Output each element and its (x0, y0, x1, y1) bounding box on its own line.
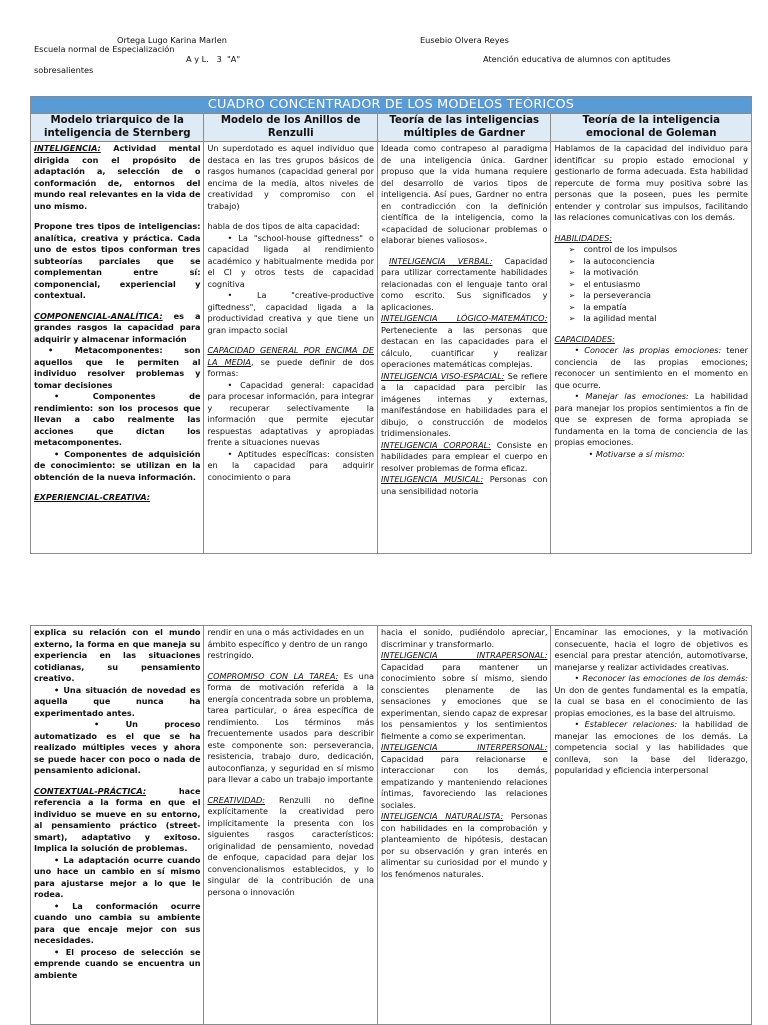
definition-text: , se puede definir de dos formas: (207, 356, 374, 378)
list-item (568, 302, 748, 314)
arrow-bullet-icon: ➢ (568, 279, 576, 289)
bullet-item: • La "school-house giftedness" o capacidad ligada al rendimiento académico y habitualmente medida por el CI y otros tests de capacidad cognitiva (207, 232, 374, 289)
gardner-cell (377, 142, 550, 554)
definition-text: hace referencia a la forma en que el individuo se mueve en su entorno, al pensamiento práctico (street-smart), adaptativo y exitoso. Implica la solución de problemas. (34, 785, 201, 853)
author-name-2: Eusebio Olvera Reyes (420, 35, 509, 45)
capacity-label: • Manejar las emociones: (574, 391, 689, 401)
subject-label: Atención educativa de alumnos con aptitudes (483, 54, 671, 64)
definition-text: Capacidad para relacionarse e interaccionar con los demás, empatizando y manteniendo relaciones íntimas, favoreciendo las relaciones sociales. (380, 753, 548, 810)
bullet-item: • Metacomponentes: son aquellos que le permiten al individuo resolver problemas y tomar decisiones (34, 345, 201, 390)
capacity-label: • Reconocer las emociones de los demás: (574, 673, 748, 683)
habilidades-list (554, 244, 748, 325)
term-contextual: CONTEXTUAL-PRÁCTICA: (34, 785, 147, 796)
capacity-label: • Establecer relaciones: (574, 719, 678, 729)
definition-text: Actividad mental dirigida con el propósito de adaptación a, selección de o conformación de, entornos del mundo real relevantes en la vida de uno mismo. (34, 143, 201, 211)
column-header-goleman: Teoría de la inteligencia emocional de Goleman (551, 114, 752, 142)
paragraph: Propone tres tipos de inteligencias: analítica, creativa y práctica. Cada uno de estos tipos conforman tres subteorías parciales que se complementan entre sí: componencial, experiencial y contextual. (34, 221, 201, 300)
goleman-cell (551, 142, 752, 554)
term-verbal: INTELIGENCIA VERBAL: (388, 255, 493, 266)
school-name: Escuela normal de Especialización (34, 44, 175, 54)
term-viso-espacial: INTELIGENCIA VISO-ESPACIAL: (380, 370, 505, 381)
term-compromiso: COMPROMISO CON LA TAREA: (207, 670, 339, 681)
table-title: CUADRO CONCENTRADOR DE LOS MODELOS TEÓRICOS (31, 97, 752, 114)
definition-text: La habilidad para manejar los propios sentimientos a fin de que se expresen de forma apropiada se fundamenta en la toma de conciencia de las propias emociones. (554, 391, 748, 447)
sternberg-cell-continued (31, 626, 204, 1025)
paragraph: Hablamos de la capacidad del individuo para identificar su propio estado emocional y gestionarlo de forma adecuada. Esta habilidad repercute de forma muy positiva sobre las personas que la poseen, pues les permite entender y controlar sus impulsos, facilitando las relaciones comunicativas con los demás. (554, 143, 748, 222)
list-item-text: el entusiasmo (583, 278, 641, 289)
term-creatividad: CREATIVIDAD: (207, 794, 266, 805)
bullet-item: • Un proceso automatizado es el que se ha realizado múltiples veces y ahora se puede hacer con poco o nada de pensamiento adicional. (34, 719, 201, 775)
column-header-sternberg: Modelo triarquico de la inteligencia de Sternberg (31, 114, 204, 142)
definition-text: tener conciencia de las propias emociones; reconocer un sentimiento en el momento en que ocurre. (554, 345, 748, 390)
term-capacidad-general: CAPACIDAD GENERAL POR ENCIMA DE LA MEDIA (207, 345, 374, 367)
arrow-bullet-icon: ➢ (568, 291, 576, 300)
bullet-item: • Componentes de rendimiento: son los procesos que llevan a cabo realmente las acciones que dictan los metacomponentes. (34, 391, 201, 447)
definition-text: Se refiere a la capacidad para percibir las imágenes internas y externas, manifestándose en habilidades para el dibujo, o construcción de modelos tridimensionales. (380, 370, 548, 438)
list-item (568, 267, 748, 279)
list-item-text: la autoconciencia (583, 255, 655, 266)
bullet-item: • La "creative-productive giftedness", capacidad ligada a la productividad creativa y que tiene un gran impacto social (207, 290, 374, 335)
list-item-text: la perseverancia (583, 290, 651, 300)
list-item-text: la agilidad mental (583, 313, 657, 323)
capacity-label: • Motivarse a sí mismo: (588, 448, 685, 459)
definition-text: la habilidad de manejar las emociones de los demás. La competencia social y las habilidades que conlleva, son la base del liderazgo, popularidad y eficiencia interpersonal (554, 719, 748, 775)
renzulli-cell (204, 142, 377, 554)
definition-text: es a grandes rasgos la capacidad para adquirir y almacenar información (34, 310, 201, 344)
bullet-item: • La adaptación ocurre cuando uno hace un cambio en sí mismo para ajustarse mejor a lo que le rodea. (34, 854, 201, 899)
definition-text: Consiste en habilidades para emplear el cuerpo en resolver problemas de forma eficaz. (380, 439, 548, 473)
paragraph: rendir en una o más actividades en un ámbito específico y dentro de un rango restringido. (207, 627, 368, 660)
definition-text: Personas con una sensibilidad notoria (380, 474, 548, 496)
arrow-bullet-icon: ➢ (568, 268, 576, 277)
arrow-bullet-icon: ➢ (568, 256, 576, 266)
sternberg-cell (31, 142, 204, 554)
paragraph: habla de dos tipos de alta capacidad: (207, 221, 360, 231)
bullet-item: • La conformación ocurre cuando uno cambia su ambiente para que encaje mejor con sus necesidades. (34, 900, 201, 945)
list-item-text: la motivación (583, 267, 639, 277)
definition-text: Personas con habilidades en la comprobación y planteamiento de hipótesis, destacan por su observación y gran interés en alimentar su curiosidad por el mundo y los fenómenos naturales. (380, 811, 548, 879)
term-musical: INTELIGENCIA MUSICAL: (380, 474, 484, 484)
arrow-bullet-icon: ➢ (568, 314, 576, 323)
list-item (568, 279, 748, 291)
paragraph: Encaminar las emociones, y la motivación consecuente, hacia el logro de objetivos es esencial para prestar atención, automotivarse, manejarse y realizar actividades creativas. (554, 627, 748, 672)
list-item-text: control de los impulsos (583, 244, 678, 254)
term-capacidades: CAPACIDADES: (554, 333, 615, 344)
list-item (568, 313, 748, 325)
paragraph: Un superdotado es aquel individuo que destaca en las tres grupos básicos de rasgos humanos (capacidad general por encima de la media, altos niveles de creatividad y compromiso con el trabajo) (207, 143, 374, 211)
list-item (568, 256, 748, 268)
column-header-renzulli: Modelo de los Anillos de Renzulli (204, 114, 377, 142)
definition-text: Capacidad para mantener un conocimiento sobre sí mismo, siendo conscientes plenamente de las sensaciones y emociones que se experimentan, siendo capaz de expresar los pensamientos y los sentimientos fielmente a como se experimentan. (380, 661, 548, 741)
term-habilidades: HABILIDADES: (554, 232, 613, 243)
arrow-bullet-icon: ➢ (568, 245, 576, 254)
definition-text: Renzulli no define explícitamente la creatividad pero implícitamente la presenta con los siguientes rasgos característicos: originalidad de pensamiento, novedad de enfoque, capacidad para dejar los convencionalismos establecidos, y lo singular de la contribución de una persona o innovación (207, 794, 374, 897)
definition-text: Un don de gentes fundamental es la empatía, la cual se basa en el conocimiento de las propias emociones, es la base del altruismo. (554, 684, 748, 718)
models-table-page1 (30, 96, 752, 554)
gardner-cell-continued (377, 626, 550, 1025)
column-header-gardner: Teoría de las inteligencias múltiples de Gardner (377, 114, 550, 142)
bullet-item: • Componentes de adquisición de conocimiento: se utilizan en la obtención de la nueva información. (34, 448, 201, 482)
bullet-item: • Una situación de novedad es aquella que nunca ha experimentado antes. (34, 684, 201, 718)
bullet-item: • Capacidad general: capacidad para procesar información, para integrar y recuperar selectivamente la información que permite ejecutar respuestas adaptativas y apropiadas frente a situaciones nuevas (207, 379, 374, 447)
term-corporal: INTELIGENCIA CORPORAL: (380, 439, 491, 450)
term-interpersonal: INTELIGENCIA INTERPERSONAL: (380, 742, 548, 752)
term-componencial: COMPONENCIAL-ANALÍTICA: (34, 310, 163, 321)
paragraph: hacia el sonido, pudiéndolo apreciar, discriminar y transformarlo. (380, 627, 548, 649)
term-naturalista: INTELIGENCIA NATURALISTA: (380, 811, 504, 821)
goleman-cell-continued (551, 626, 752, 1025)
paragraph: explica su relación con el mundo externo, la forma en que maneja su experiencia en las situaciones cotidianas, su pensamiento creativo. (34, 627, 201, 683)
group-label: A y L. 3 "A" (186, 54, 241, 64)
arrow-bullet-icon: ➢ (568, 302, 576, 312)
definition-text: Capacidad para utilizar correctamente habilidades relacionadas con el lenguaje tanto oral como escrito. Sus significados y aplicaciones. (380, 255, 548, 312)
term-experiencial: EXPERIENCIAL-CREATIVA: (34, 492, 151, 502)
paragraph: Ideada como contrapeso al paradigma de una inteligencia única. Gardner propuso que la vida humana requiere del desarrollo de varios tipos de inteligencia. Así pues, Gardner no entra en contradicción con la definición científica de la inteligencia, como la «capacidad de solucionar problemas o elaborar bienes valiosos». (380, 143, 548, 245)
models-table-page2 (30, 625, 752, 1025)
renzulli-cell-continued (204, 626, 377, 1025)
list-item (568, 290, 748, 302)
capacity-label: • Conocer las propias emociones: (574, 345, 722, 355)
term-inteligencia: INTELIGENCIA: (34, 143, 101, 153)
term-logico-matematico: INTELIGENCIA LÓGICO-MATEMÁTICO: (380, 313, 548, 323)
definition-text: Es una forma de motivación referida a la energía concentrada sobre un problema, tarea particular, o área específica de rendimiento. Los términos más frecuentemente usados para describir este componente son: perseverancia, resistencia, trabajo duro, dedicación, autoconfianza, y seguridad en sí mismo para llevar a cabo un trabajo importante (207, 670, 374, 784)
subject-continuation: sobresalientes (34, 65, 94, 75)
bullet-item: • El proceso de selección se emprende cuando se encuentra un ambiente (34, 946, 201, 980)
bullet-item: • Aptitudes específicas: consisten en la capacidad para adquirir conocimiento o para (207, 448, 374, 482)
author-name-1: Ortega Lugo Karina Marlen (117, 35, 227, 45)
list-item-text: la empatía (583, 301, 627, 312)
definition-text: Perteneciente a las personas que destacan en las capacidades para el cálculo, cuantificar y realizar operaciones matemáticas complejas. (380, 324, 548, 369)
list-item (568, 244, 748, 256)
term-intrapersonal: INTELIGENCIA INTRAPERSONAL: (380, 650, 548, 660)
